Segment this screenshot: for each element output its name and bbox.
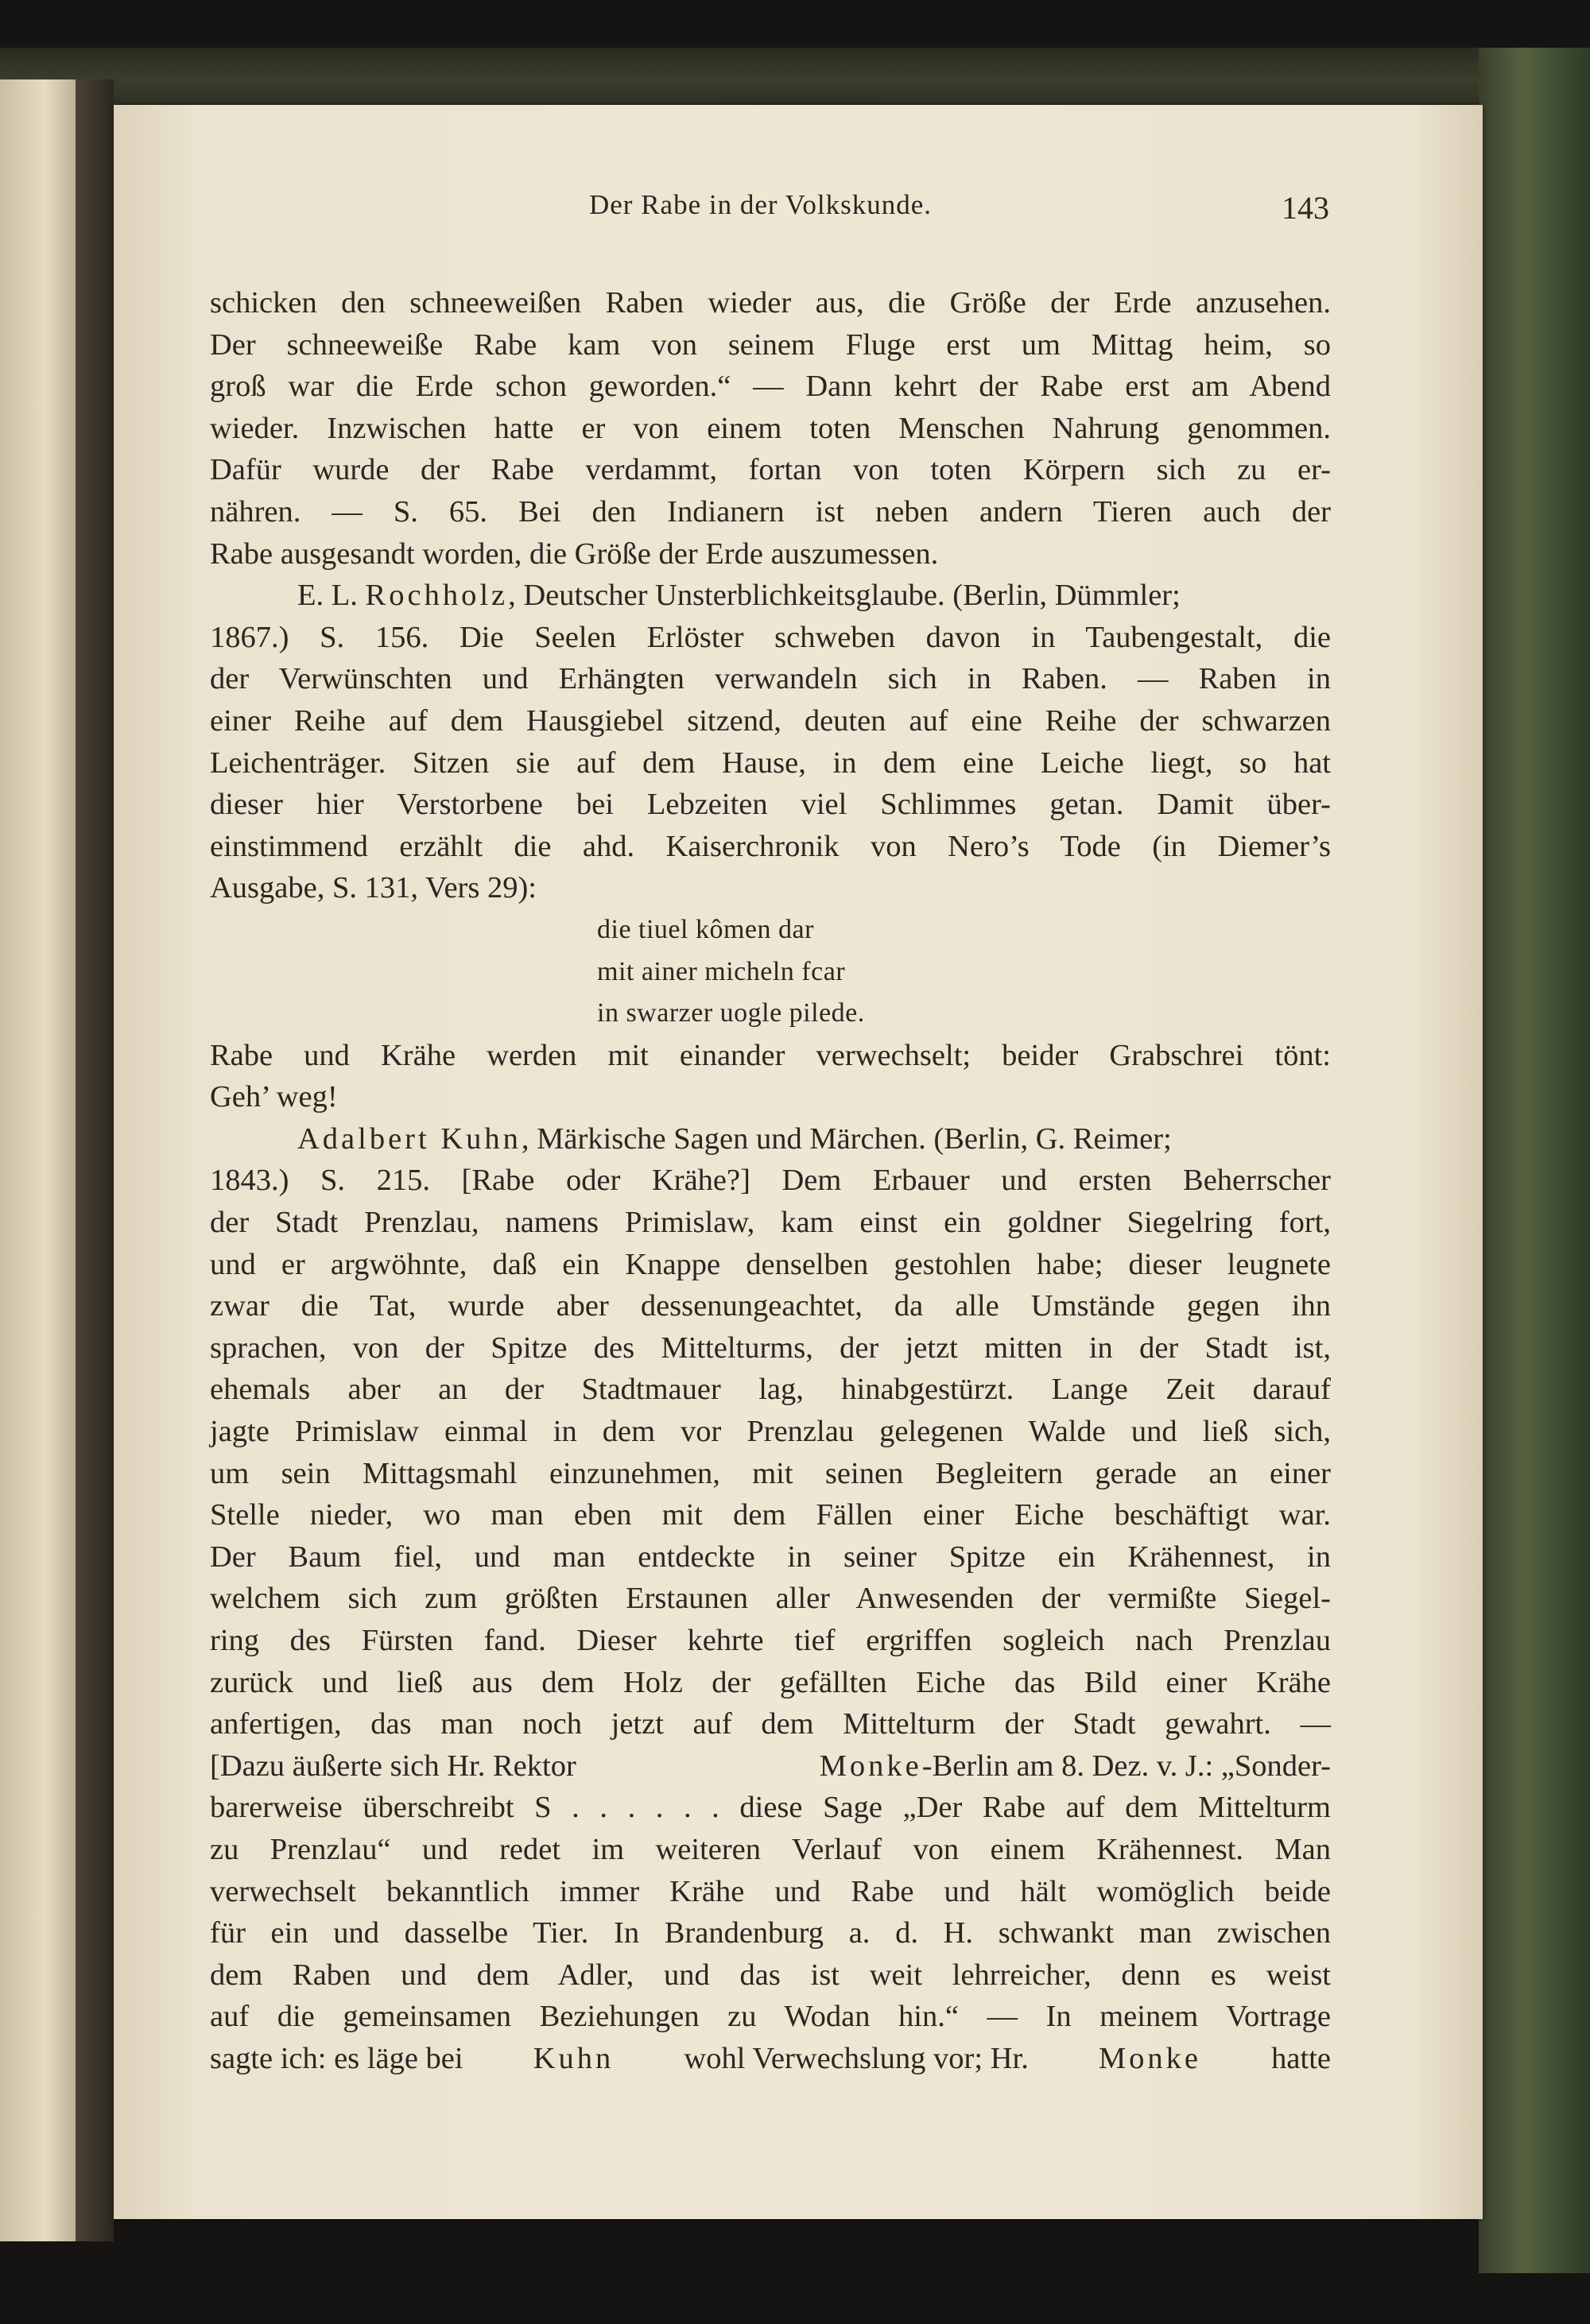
text-line: 1867.) S. 156. Die Seelen Erlöster schweben davon in Taubengestalt, die (210, 620, 1331, 654)
text-line: Geh’ weg! (210, 1080, 338, 1114)
book-cover-top (0, 48, 1590, 111)
text-line: zwar die Tat, wurde aber dessenungeachtet, da alle Umstände gegen ihn (210, 1289, 1331, 1323)
paragraph-first-line (210, 1118, 1331, 1160)
text-line: barerweise überschreibt S . . . . . . diese Sage „Der Rabe auf dem Mittelturm (210, 1791, 1331, 1825)
text-line: der Stadt Prenzlau, namens Primislaw, kam einst ein goldner Siegelring fort, (210, 1206, 1331, 1240)
text-line: Stelle nieder, wo man eben mit dem Fällen einer Eiche beschäftigt war. (210, 1498, 1331, 1532)
author-name: Adalbert Kuhn (297, 1121, 522, 1156)
text-line: einstimmend erzählt die ahd. Kaiserchronik von Nero’s Tode (in Diemer’s (210, 829, 1331, 863)
text-line: dieser hier Verstorbene bei Lebzeiten viel Schlimmes getan. Damit über- (210, 788, 1331, 822)
person-name: Kuhn (533, 2041, 615, 2075)
text-line: Dafür wurde der Rabe verdammt, fortan von toten Körpern sich zu er- (210, 453, 1331, 487)
book-cover-right (1479, 48, 1590, 2273)
text-fragment: sagte ich: es läge bei (210, 2041, 463, 2075)
text-line: einer Reihe auf dem Hausgiebel sitzend, deuten auf eine Reihe der schwarzen (210, 703, 1331, 738)
text-line: Leichenträger. Sitzen sie auf dem Hause, in dem eine Leiche liegt, so hat (210, 746, 1331, 780)
text-line: groß war die Erde schon geworden.“ — Dann kehrt der Rabe erst am Abend (210, 370, 1331, 404)
text-fragment (820, 1745, 1331, 1788)
book-gutter (76, 79, 114, 2241)
text-line: wieder. Inzwischen hatte er von einem toten Menschen Nahrung genommen. (210, 411, 1331, 445)
text-line (210, 2038, 1331, 2080)
text-line: welchem sich zum größten Erstaunen aller Anwesenden der vermißte Siegel- (210, 1582, 1331, 1616)
text-line: und er argwöhnte, daß ein Knappe denselben gestohlen habe; dieser leugnete (210, 1247, 1331, 1281)
text-fragment: wohl Verwechslung vor; Hr. (684, 2041, 1029, 2075)
running-title: Der Rabe in der Volkskunde. (589, 189, 933, 220)
text-line: nähren. — S. 65. Bei den Indianern ist neben andern Tieren auch der (210, 494, 1331, 529)
verse-line: in swarzer uogle pilede. (597, 998, 865, 1028)
text-line: ehemals aber an der Stadtmauer lag, hinabgestürzt. Lange Zeit darauf (210, 1373, 1331, 1407)
text-line: Rabe ausgesandt worden, die Größe der Erde auszumessen. (210, 536, 939, 571)
text-line (210, 1745, 1331, 1788)
text-line: der Verwünschten und Erhängten verwandeln sich in Raben. — Raben in (210, 662, 1331, 696)
verse-line: mit ainer micheln fcar (597, 956, 846, 986)
text-fragment: hatte (1271, 2041, 1331, 2075)
verse-line: die tiuel kômen dar (597, 914, 814, 944)
left-page-edge (0, 79, 76, 2241)
person-name: Monke (1098, 2041, 1202, 2075)
text-line: sprachen, von der Spitze des Mittelturms, der jetzt mitten in der Stadt ist, (210, 1330, 1331, 1365)
text-line: ring des Fürsten fand. Dieser kehrte tief ergriffen sogleich nach Prenzlau (210, 1624, 1331, 1657)
text-line: zu Prenzlau“ und redet im weiteren Verlauf von einem Krähennest. Man (210, 1832, 1331, 1866)
text-line: um sein Mittagsmahl einzunehmen, mit seinen Begleitern gerade an einer (210, 1456, 1331, 1490)
text-line: Der schneeweiße Rabe kam von seinem Fluge erst um Mittag heim, so (210, 327, 1331, 362)
text-line: jagte Primislaw einmal in dem vor Prenzlau gelegenen Walde und ließ sich, (210, 1415, 1331, 1449)
text-fragment: -Berlin am 8. Dez. v. J.: „Sonder- (921, 1749, 1331, 1783)
citation-text: , Märkische Sagen und Märchen. (Berlin, G. Reimer; (521, 1121, 1172, 1156)
author-name: Rochholz (365, 579, 509, 613)
text-line: zurück und ließ aus dem Holz der gefällten Eiche das Bild einer Krähe (210, 1665, 1331, 1699)
text-line: auf die gemeinsamen Beziehungen zu Wodan hin.“ — In meinem Vortrage (210, 2000, 1331, 2034)
page-header (0, 189, 1590, 237)
text-line: schicken den schneeweißen Raben wieder aus, die Größe der Erde anzusehen. (210, 286, 1331, 320)
paragraph-first-line (210, 575, 1331, 617)
text-line: verwechselt bekanntlich immer Krähe und Rabe und hält womöglich beide (210, 1874, 1331, 1908)
author-initials: E. L. (297, 579, 358, 613)
text-line: 1843.) S. 215. [Rabe oder Krähe?] Dem Erbauer und ersten Beherrscher (210, 1164, 1331, 1198)
text-line: Ausgabe, S. 131, Vers 29): (210, 871, 537, 905)
body-text (210, 282, 1331, 2080)
text-line: anfertigen, das man noch jetzt auf dem Mittelturm der Stadt gewahrt. — (210, 1707, 1331, 1741)
citation-text: , Deutscher Unsterblichkeitsglaube. (Berlin, Dümmler; (508, 579, 1181, 613)
page-number: 143 (1282, 190, 1329, 226)
text-line: Rabe und Krähe werden mit einander verwechselt; beider Grabschrei tönt: (210, 1038, 1331, 1072)
text-fragment: [Dazu äußerte sich Hr. Rektor (210, 1749, 576, 1783)
text-line: dem Raben und dem Adler, und das ist weit lehrreicher, denn es weist (210, 1958, 1331, 1992)
text-line: für ein und dasselbe Tier. In Brandenburg a. d. H. schwankt man zwischen (210, 1916, 1331, 1950)
text-line: Der Baum fiel, und man entdeckte in seiner Spitze ein Krähennest, in (210, 1540, 1331, 1574)
person-name: Monke (819, 1749, 922, 1783)
